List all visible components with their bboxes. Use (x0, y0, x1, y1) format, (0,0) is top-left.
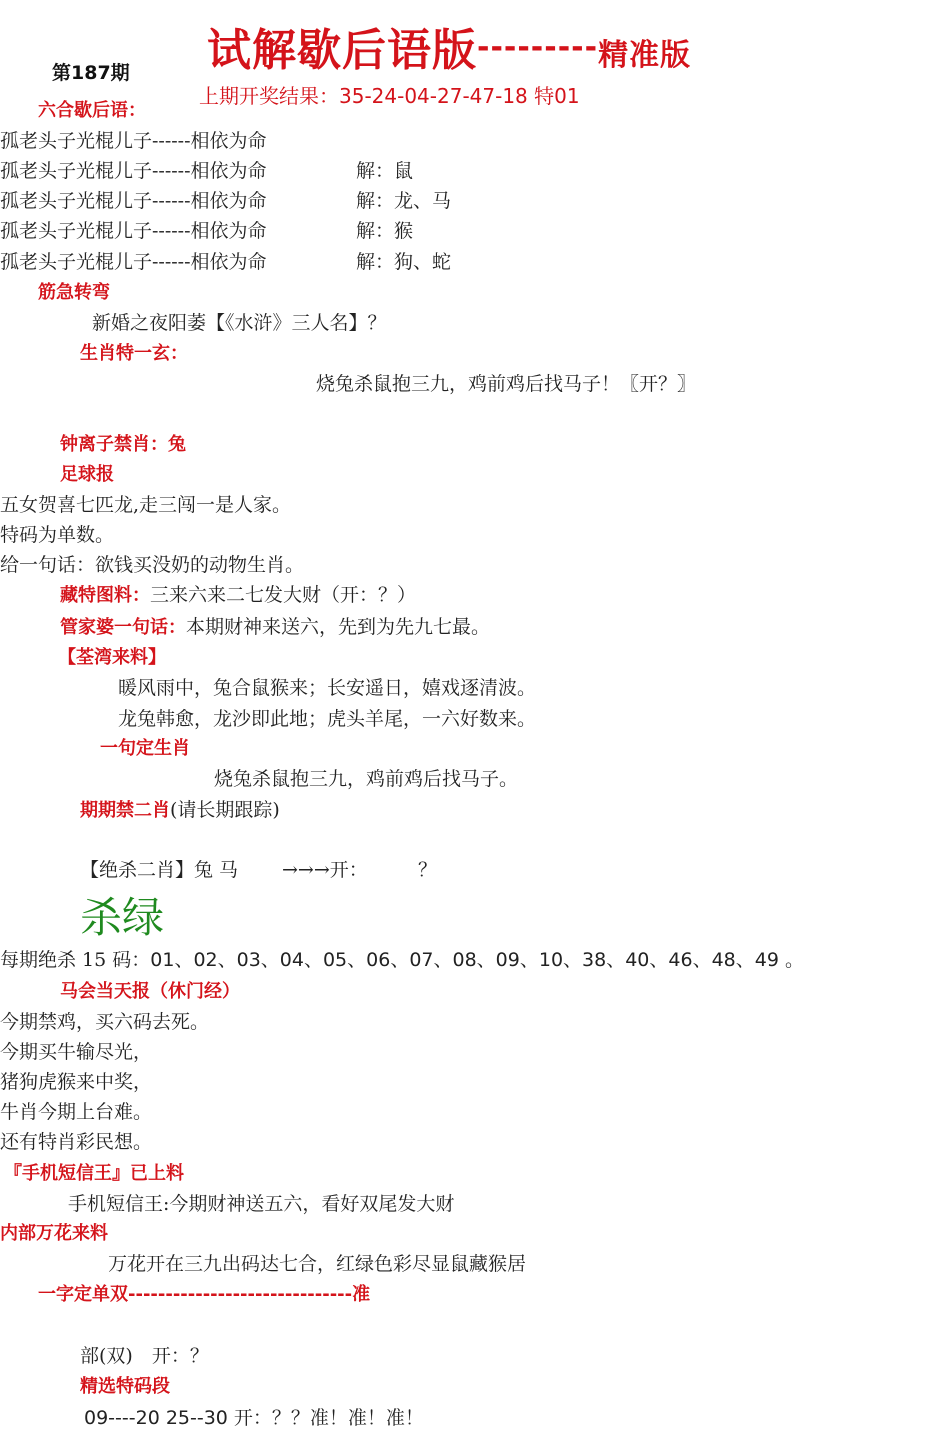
liuhe-riddle: 孤老头子光棍儿子------相依为命 (0, 130, 267, 152)
football-line: 给一句话：欲钱买没奶的动物生肖。 (0, 554, 305, 576)
shengxiao-label: 生肖特一玄： (80, 343, 188, 364)
mahui-label: 马会当天报（休门经） (60, 981, 240, 1002)
football-label: 足球报 (60, 464, 114, 485)
mahui-line: 今期买牛输尽光， (0, 1041, 153, 1063)
liuhe-riddle: 孤老头子光棍儿子------相依为命 (0, 251, 267, 273)
jinji-label: 筋急转弯 (38, 282, 110, 303)
shalv-row (0, 945, 804, 972)
tema-range: 09----20 25--30 (84, 1407, 228, 1429)
juesha-question: ？ (418, 859, 438, 881)
liuhe-answer: 解：狗、蛇 (356, 251, 452, 273)
yiju-text: 烧兔杀鼠抱三九，鸡前鸡后找马子。 (214, 768, 519, 790)
cangte-label: 藏特图料： (60, 585, 150, 606)
page-title (207, 14, 691, 78)
quanwan-line: 暖风雨中，兔合鼠猴来；长安遥日，嬉戏逐清波。 (118, 677, 537, 699)
liuhe-riddle: 孤老头子光棍儿子------相依为命 (0, 190, 267, 212)
shengxiao-text: 烧兔杀鼠抱三九，鸡前鸡后找马子！〖开？〗 (316, 373, 697, 395)
wanhua-label: 内部万花来料 (0, 1223, 108, 1244)
liuhe-answer: 解：鼠 (356, 160, 414, 182)
liuhe-answer: 解：猴 (356, 220, 414, 242)
yizi-label: 一字定单双------------------------------准 (38, 1284, 371, 1305)
tema-row (84, 1403, 424, 1430)
quanwan-line: 龙兔韩愈，龙沙即此地；虎头羊尾，一六好数来。 (118, 708, 537, 730)
juesha-text: 【绝杀二肖】兔 马 (80, 859, 239, 881)
football-line: 五女贺喜七匹龙,走三闯一是人家。 (0, 494, 292, 516)
yiju-label: 一句定生肖 (100, 738, 190, 759)
liuhe-riddle: 孤老头子光棍儿子------相依为命 (0, 220, 267, 242)
liuhe-answer: 解：龙、马 (356, 190, 452, 212)
tema-text: 开：？？准！准！准！ (227, 1407, 424, 1429)
liuhe-label: 六合歇后语： (38, 100, 146, 121)
qiqi-label: 期期禁二肖 (80, 800, 170, 821)
yizi-text: 部(双) 开：？ (80, 1345, 209, 1367)
jinji-text: 新婚之夜阳萎【《水浒》三人名】？ (92, 312, 387, 334)
juesha-arrows: →→→开： (282, 859, 368, 881)
zhongli-label: 钟离子禁肖：兔 (60, 434, 186, 455)
qiqi-row (80, 795, 280, 822)
football-line: 特码为单数。 (0, 524, 115, 546)
title-main: 试解歇后语版 (207, 25, 477, 76)
wanhua-text: 万花开在三九出码达七合，红绿色彩尽显鼠藏猴居 (108, 1253, 527, 1275)
mahui-line: 猪狗虎猴来中奖， (0, 1071, 153, 1093)
shalv-numbers: 01、02、03、04、05、06、07、08、09、10、38、40、46、48、49 。 (150, 949, 804, 971)
cangte-row (60, 580, 416, 607)
guanjia-row (60, 612, 490, 639)
last-result: 上期开奖结果：35-24-04-27-47-18 特01 (199, 84, 580, 108)
shalv-label: 杀绿 (80, 893, 165, 942)
sms-text: 手机短信王:今期财神送五六，看好双尾发大财 (68, 1193, 455, 1215)
mahui-line: 牛肖今期上台难。 (0, 1101, 153, 1123)
mahui-line: 还有特肖彩民想。 (0, 1131, 153, 1153)
tema-label: 精选特码段 (80, 1376, 170, 1397)
sms-label: 『手机短信王』已上料 (4, 1163, 184, 1184)
issue-number: 第187期 (52, 62, 130, 84)
title-suffix: 精准版 (598, 38, 692, 73)
title-dashes: --------- (477, 30, 599, 65)
liuhe-riddle: 孤老头子光棍儿子------相依为命 (0, 160, 267, 182)
guanjia-text: 本期财神来送六，先到为先九七最。 (186, 616, 491, 638)
cangte-text: 三来六来二七发大财（开：？） (150, 584, 417, 606)
shalv-prefix: 每期绝杀 15 码： (0, 949, 151, 971)
quanwan-label: 【荃湾来料】 (58, 647, 166, 668)
mahui-line: 今期禁鸡，买六码去死。 (0, 1011, 210, 1033)
qiqi-note: (请长期跟踪) (170, 799, 280, 821)
guanjia-label: 管家婆一句话： (60, 617, 186, 638)
